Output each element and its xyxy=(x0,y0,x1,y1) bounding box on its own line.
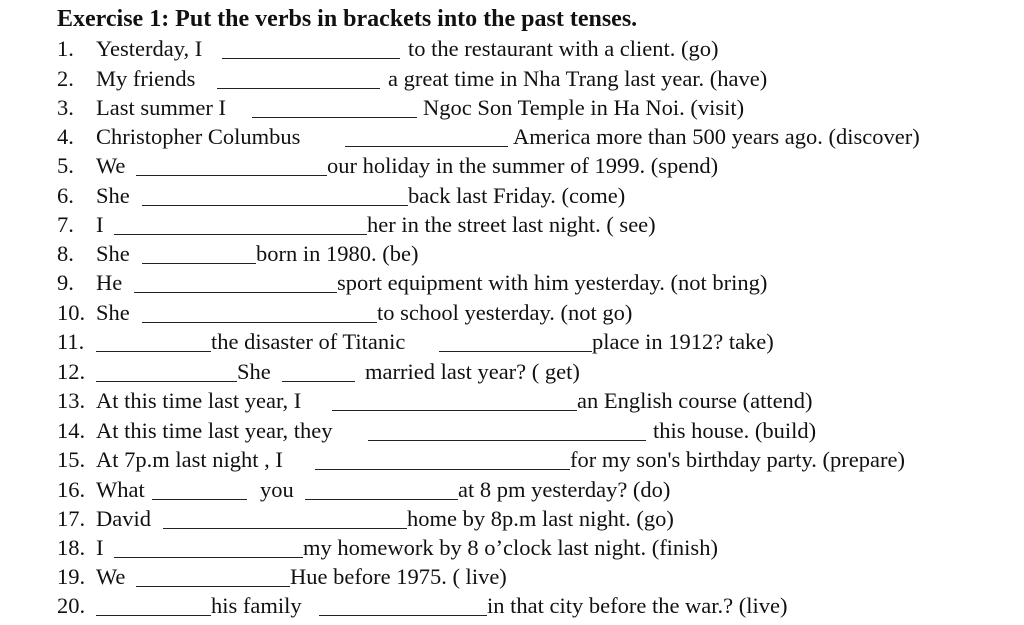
item-text: At this time last year, they xyxy=(96,418,333,443)
item-text: At this time last year, I xyxy=(96,388,302,413)
item-text: We xyxy=(96,564,126,589)
answer-blank[interactable] xyxy=(96,615,211,616)
item-number: 20. xyxy=(57,593,86,618)
item-text: Hue before 1975. ( live) xyxy=(290,564,507,589)
item-text: Ngoc Son Temple in Ha Noi. (visit) xyxy=(423,95,745,120)
answer-blank[interactable] xyxy=(332,410,577,411)
item-number: 10. xyxy=(57,300,86,325)
item-number: 4. xyxy=(57,124,74,149)
item-text: to the restaurant with a client. (go) xyxy=(408,36,719,61)
answer-blank[interactable] xyxy=(222,58,400,59)
answer-blank[interactable] xyxy=(163,528,407,529)
item-text: at 8 pm yesterday? (do) xyxy=(458,477,671,502)
item-number: 15. xyxy=(57,447,86,472)
item-text: an English course (attend) xyxy=(577,388,813,413)
answer-blank[interactable] xyxy=(142,322,377,323)
answer-blank[interactable] xyxy=(439,351,592,352)
item-text: this house. (build) xyxy=(653,418,817,443)
answer-blank[interactable] xyxy=(217,88,380,89)
answer-blank[interactable] xyxy=(136,586,290,587)
item-number: 9. xyxy=(57,270,74,295)
item-text: home by 8p.m last night. (go) xyxy=(407,506,674,531)
answer-blank[interactable] xyxy=(152,499,247,500)
item-text: Christopher Columbus xyxy=(96,124,301,149)
item-text: My friends xyxy=(96,66,196,91)
item-text: our holiday in the summer of 1999. (spend) xyxy=(327,153,719,178)
item-number: 16. xyxy=(57,477,86,502)
item-text: We xyxy=(96,153,126,178)
item-text: to school yesterday. (not go) xyxy=(377,300,633,325)
item-text: She xyxy=(96,300,130,325)
answer-blank[interactable] xyxy=(305,499,458,500)
item-number: 19. xyxy=(57,564,86,589)
answer-blank[interactable] xyxy=(134,292,337,293)
item-text: back last Friday. (come) xyxy=(408,183,626,208)
item-text: She xyxy=(96,183,130,208)
item-number: 13. xyxy=(57,388,86,413)
exercise-title: Exercise 1: Put the verbs in brackets into the past tenses. xyxy=(57,6,638,32)
answer-blank[interactable] xyxy=(345,146,508,147)
item-number: 12. xyxy=(57,359,86,384)
item-text: my homework by 8 o’clock last night. (finish) xyxy=(303,535,718,560)
item-text: I xyxy=(96,535,104,560)
item-text: married last year? ( get) xyxy=(365,359,580,384)
item-number: 6. xyxy=(57,183,74,208)
item-text: David xyxy=(96,506,151,531)
item-number: 1. xyxy=(57,36,74,61)
item-number: 14. xyxy=(57,418,86,443)
item-text: Yesterday, I xyxy=(96,36,203,61)
item-text: you xyxy=(260,477,294,502)
item-text: the disaster of Titanic xyxy=(211,329,406,354)
item-text: At 7p.m last night , I xyxy=(96,447,283,472)
item-text: place in 1912? take) xyxy=(592,329,774,354)
answer-blank[interactable] xyxy=(252,117,417,118)
item-number: 2. xyxy=(57,66,74,91)
answer-blank[interactable] xyxy=(315,469,570,470)
item-number: 5. xyxy=(57,153,74,178)
item-text: What xyxy=(96,477,145,502)
answer-blank[interactable] xyxy=(96,381,237,382)
item-text: America more than 500 years ago. (discover) xyxy=(513,124,920,149)
item-number: 17. xyxy=(57,506,86,531)
item-text: She xyxy=(237,359,271,384)
item-text: sport equipment with him yesterday. (not bring) xyxy=(337,270,768,295)
item-number: 18. xyxy=(57,535,86,560)
item-number: 11. xyxy=(57,329,85,354)
item-text: He xyxy=(96,270,123,295)
answer-blank[interactable] xyxy=(282,381,355,382)
item-text: her in the street last night. ( see) xyxy=(367,212,656,237)
item-text: for my son's birthday party. (prepare) xyxy=(570,447,905,472)
answer-blank[interactable] xyxy=(319,615,487,616)
answer-blank[interactable] xyxy=(142,205,408,206)
answer-blank[interactable] xyxy=(136,175,327,176)
item-number: 3. xyxy=(57,95,74,120)
item-text: in that city before the war.? (live) xyxy=(487,593,788,618)
item-text: a great time in Nha Trang last year. (have) xyxy=(388,66,768,91)
item-text: She xyxy=(96,241,130,266)
answer-blank[interactable] xyxy=(114,234,367,235)
item-text: I xyxy=(96,212,104,237)
item-text: born in 1980. (be) xyxy=(256,241,419,266)
answer-blank[interactable] xyxy=(114,557,303,558)
item-number: 7. xyxy=(57,212,74,237)
item-text: his family xyxy=(211,593,302,618)
item-number: 8. xyxy=(57,241,74,266)
answer-blank[interactable] xyxy=(368,440,646,441)
answer-blank[interactable] xyxy=(142,263,256,264)
answer-blank[interactable] xyxy=(96,351,211,352)
item-text: Last summer I xyxy=(96,95,226,120)
